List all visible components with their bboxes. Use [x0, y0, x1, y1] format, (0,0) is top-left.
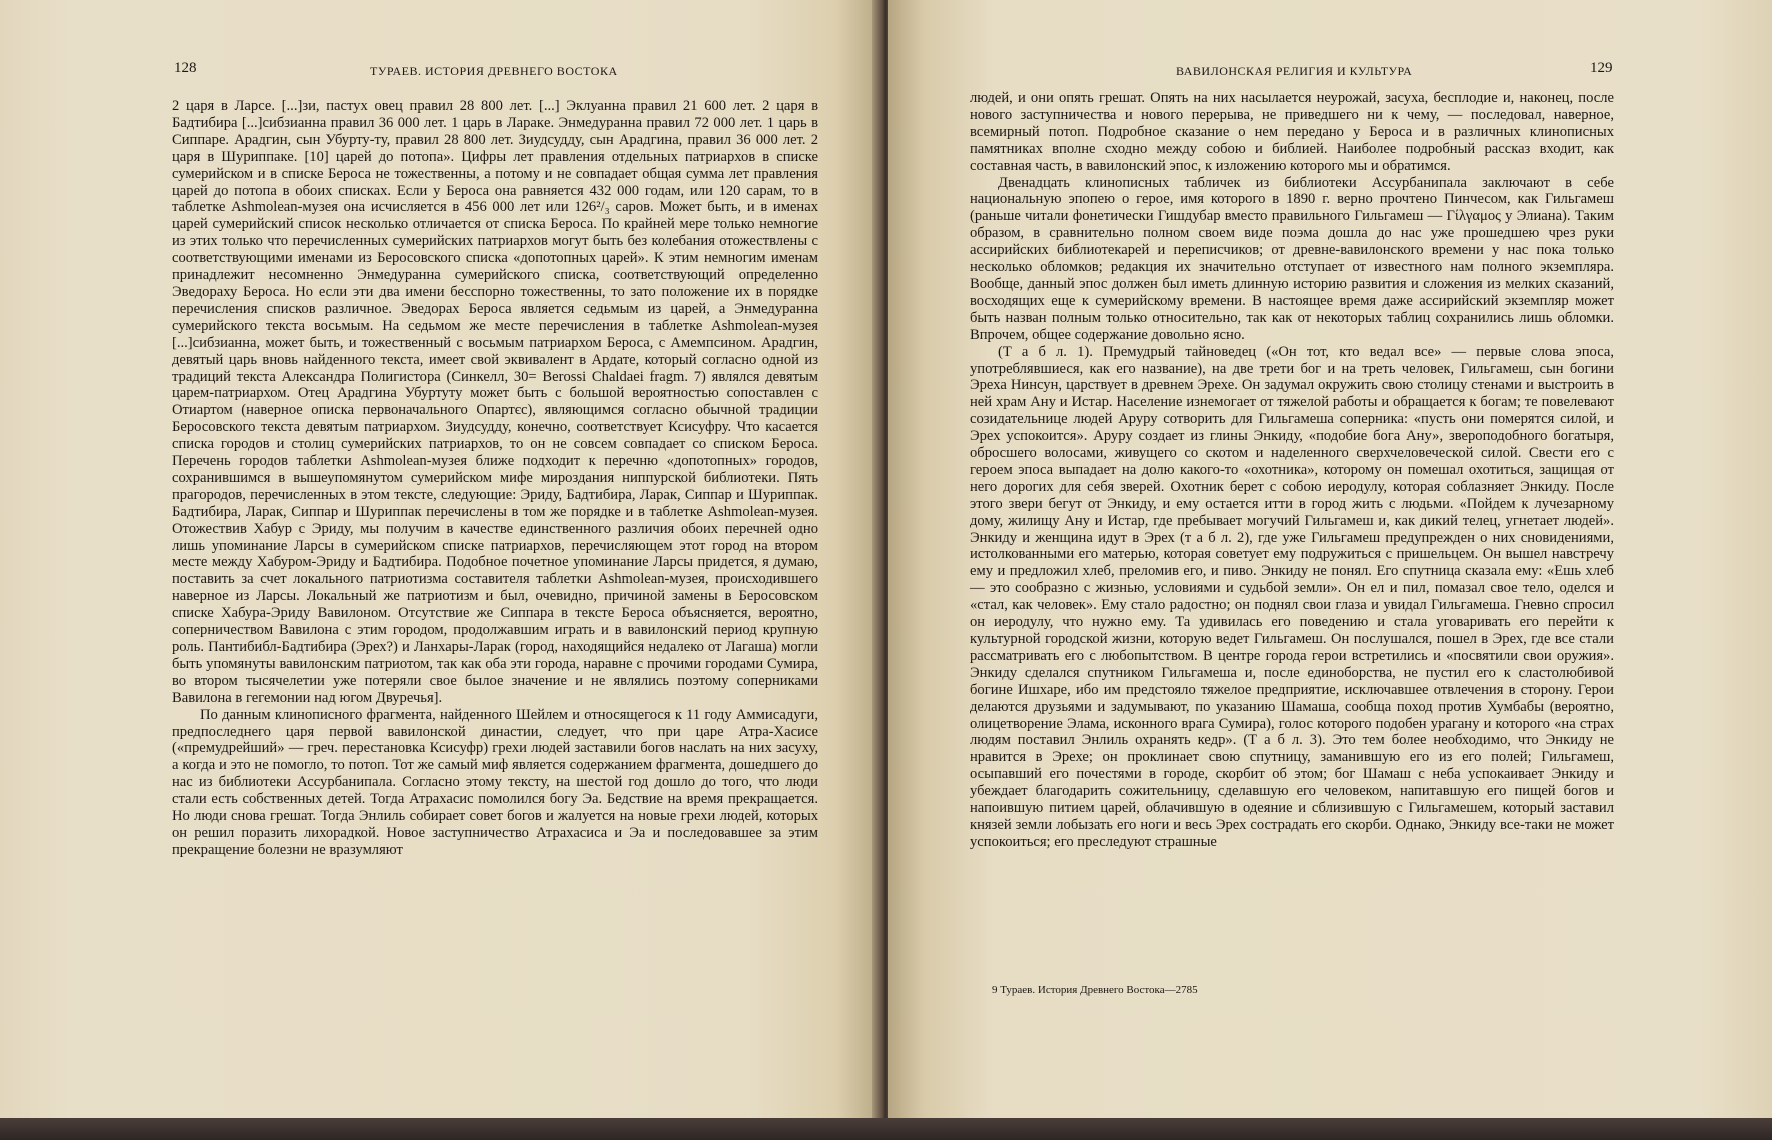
left-paragraph-1: 2 царя в Ларсе. [...]зи, пастух овец правил 28 800 лет. [...] Эклуанна правил 21 600 лет. 2 царя в Бадтибира [...]сибзианна правил 36 000 лет. 1 царь в Ларакe. Энмедуранна правил 72 000 лет. 1 царь в Сиппаре. Арадгин, сын Убурту-ту, правил 28 800 лет. Зиудсудду, сын Арадгина, правил 36 000 лет. 2 царя в Шуриппаке. [10] царей до потопа». Цифры лет правления отдельных патриархов в списке сумерийском и в списке Бероса не тожественны, а потому и не совпадает общая сумма лет правления царей до потопа в обоих списках. Если у Бероса она равняется 432 000 годам, или 120 сарам, то в таблетке Ashmolean-музея она исчисляется в 456 000 лет или 126²/₃ саров. Может быть, и в именах царей сумерийский список несколько отличается от списка Бероса. По крайней мере только немногие из этих только что перечисленных сумерийских патриархов могут быть без колебания отожествлены с соответствующими именами из Беросовского списка «допотопных царей». К этим немногим именам принадлежит несомненно Энмедуранна сумерийского списка, соответствующий определенно Эведораху Бероса. Но если эти два имени бесспорно тожественны, то зато положение их в порядке перечисления списков различное. Эведорах Бероса является седьмым из царей, а Энмедуранна сумерийского текста восьмым. На седьмом же месте перечисления в таблетке Ashmolean-музея [...]сибзианна, может быть, и тожественный с восьмым патриархом Бероса, с Амемпсином. Арадгин, девятый царь вновь найденного текста, имеет свой эквивалент в Ардате, который согласно одной из традиций текста Александра Полигистора (Синкелл, 30= Berossi Chaldaei fragm. 7) являлся девятым царем-патриархом. Отец Арадгина Убуртуту может быть с большой вероятностью сопоставлен с Отиартом (наверное описка первоначального Опартєс), являющимся согласно обычной традиции Беросовского текста девятым патриархом. Зиудсудду, конечно, соответствует Ксисуфру. Что касается списка городов и столиц сумерийских патриархов, то он не совсем совпадает со списком Бероса. Перечень городов таблетки Ashmolean-музея ближе подходит к перечню «допотопных» городов, сохранившимся в вышеупомянутом сумерийском мифе мироздания ниппурской библиотеки. Пять прагородов, перечисленных в этом тексте, следующие: Эриду, Бадтибира, Ларак, Сиппар и Шуриппак. Бадтибира, Ларак, Сиппар и Шуриппак перечислены в том же порядке и в таблетке Ashmolean-музея. Отожествив Хабур с Эриду, мы получим в качестве единственного различия обоих перечней одно лишь упоминание Ларсы в сумерийском списке патриархов, перечисляющем этот город на втором месте между Хабуром-Эриду и Бадтибира. Подобное почетное упоминание Ларсы придется, я думаю, поставить за счет локального патриотизма составителя таблетки Ashmolean-музея, происходившего наверное из Ларсы. Локальный же патриотизм и был, очевидно, причиной замены в Беросовском списке Хабура-Эриду Вавилоном. Отсутствие же Сиппара в тексте Бероса объясняется, вероятно, соперничеством Вавилона с этим городом, продолжавшим играть и в вавилонский период крупную роль. Пантибибл-Бадтибира (Эрех?) и Ланхары-Ларак (город, находящийся недалеко от Лагаша) могли быть упомянуты вавилонским патриотом, так как оба эти города, наравне с прочими городами Сумира, во втором тысячелетии уже потеряли свое былое значение и не являлись поэтому соперниками Вавилона в гегемонии над югом Двуречья].	[172, 98, 818, 706]
left-page	[0, 0, 880, 1118]
right-body-text	[970, 90, 1614, 851]
left-page-number: 128	[174, 60, 197, 76]
right-paragraph-1: людей, и они опять грешат. Опять на них насылается неурожай, засуха, бесплодие и, наконец, после нового заступничества и нового перерыва, не приведшего ни к чему, — последовал, наверное, всемирный потоп. Подробное сказание о нем передано у Бероса и в различных клинописных памятниках вполне сходно между собою и библией. Наиболее подробный рассказ входит, как составная часть, в вавилонский эпос, к изложению которого мы и обратимся.	[970, 90, 1614, 174]
right-paragraph-3: (Т а б л. 1). Премудрый тайноведец («Он тот, кто ведал все» — первые слова эпоса, употреблявшиеся, как его название), на две трети бог и на треть человек, Гильгамеш, сын богини Эреха Нинсун, царствует в древнем Эрехе. Он задумал окружить свою столицу стенами и выстроить в ней храм Ану и Истар. Население изнемогает от тяжелой работы и обращается к богам; те повелевают созидательнице людей Аруру сотворить для Гильгамеша соперника: «пусть они померятся силой, и Эрех успокоится». Аруру создает из глины Энкиду, «подобие бога Ану», звероподобного богатыря, обросшего волосами, живущего со скотом и наделенного сверхчеловеческой силой. Свести его с героем эпоса выпадает на долю какого-то «охотника», которому он помешал охотиться, защищая от него дорогих для себя зверей. Охотник берет с собою иеродулу, которая соблазняет Энкиду. После этого звери бегут от Энкиду, и ему остается итти в город жить с людьми. «Пойдем к лучезарному дому, жилищу Ану и Истар, где пребывает могучий Гильгамеш и, как дикий телец, угнетает людей». Энкиду и женщина идут в Эрех (т а б л. 2), где уже Гильгамеш предупрежден о них сновидениями, истолкованными его матерью, которая советует ему подружиться с пришельцем. Он вышел навстречу ему и предложил хлеб, преломив его, и пиво. Энкиду не понял. Его спутница сказала ему: «Ешь хлеб — это сообразно с жизнью, условиями и судьбой земли». Он ел и пил, помазал свое тело, оделся и «стал, как человек». Ему стало радостно; он поднял свои глаза и увидал Гильгамеша. Гневно спросил он иеродулу, что нужно ему. Та удивилась его поведению и стала уговаривать его перейти к культурной городской жизни, которую ведет Гильгамеш. Он послушался, пошел в Эрех, где все стали рассматривать его с любопытством. В центре города герои встретились и «посвятили свои оружия». Энкиду сделался спутником Гильгамеша и, после единоборства, не пустил его к сластолюбивой богине Ишхаре, ибо им предстояло тяжелое предприятие, исключавшее отвлечения в сторону. Герои делаются друзьями и задумывают, по указанию Шамаша, сообща поход против Хумбабы (вероятно, олицетворение Элама, исконного врага Сумира), голос которого подобен урагану и которого «на страх людям поставил Энлиль охранять кедр». (Т а б л. 3). Это тем более необходимо, что Энкиду не нравится в Эрехе; он проклинает свою спутницу, заманившую его из его полей; Гильгамеш, осыпавший его почестями в городе, скорбит об этом; бог Шамаш с неба успокаивает Энкиду и убеждает благодарить сожительницу, сделавшую его человеком, напитавшую его пищей богов и напоившую питием царей, облачившую в одеяние и сблизившую с Гильгамешем, который заставил князей земли лобызать его ноги и весь Эрех сострадать его скорби. Однако, Энкиду все-таки не может успокоиться; его преследуют страшные	[970, 343, 1614, 850]
signature-footnote: 9 Тураев. История Древнего Востока—2785	[992, 984, 1198, 996]
left-body-text	[172, 98, 818, 859]
left-paragraph-2: По данным клинописного фрагмента, найденного Шейлем и относящегося к 11 году Аммисадуги, предпоследнего царя первой вавилонской династии, следует, что при царе Атра-Хасисе («премудрейший» — греч. перестановка Ксисуфр) грехи людей заставили богов наслать на них засуху, а когда и это не помогло, то потоп. Тот же самый миф является содержанием фрагмента, дошедшего до нас из библиотеки Ассурбанипала. Согласно этому тексту, на шестой год дошло до того, что люди стали есть собственных детей. Тогда Атрахасис помолился богу Эа. Бедствие на время прекращается. Но люди снова грешат. Тогда Энлиль собирает совет богов и жалуется на новые грехи людей, которых он решил поразить лихорадкой. Новое заступничество Атрахасиса и Эа и последовавшее за этим прекращение болезни не вразумляют	[172, 706, 818, 858]
book-bottom-edge	[0, 1118, 1772, 1140]
right-page	[888, 0, 1772, 1118]
left-running-head: ТУРАЕВ. ИСТОРИЯ ДРЕВНЕГО ВОСТОКА	[370, 64, 618, 78]
right-paragraph-2: Двенадцать клинописных табличек из библиотеки Ассурбанипала заключают в себе национальную эпопею о герое, имя которого в 1890 г. верно прочтено Пинчесом, как Гильгамеш (раньше читали фонетически Гишдубар вместо правильного Гильгамеш — Γίλγαμος у Элиана). Таким образом, в сравнительно полном своем виде поэма дошла до нас уже прошедшею чрез руки ассирийских библиотекарей и переписчиков; от древне-вавилонского времени у нас пока только несколько обломков; редакция их значительно отступает от известного нам полного экземпляра. Вообще, данный эпос должен был иметь длинную историю развития и сложения из мелких сказаний, восходящих еще к сумерийскому времени. В настоящее время даже ассирийский экземпляр может быть назван полным только относительно, так как от некоторых таблиц сохранились лишь обломки. Впрочем, общее содержание довольно ясно.	[970, 174, 1614, 343]
right-running-head: ВАВИЛОНСКАЯ РЕЛИГИЯ И КУЛЬТУРА	[1176, 64, 1413, 78]
right-page-number: 129	[1590, 60, 1613, 76]
